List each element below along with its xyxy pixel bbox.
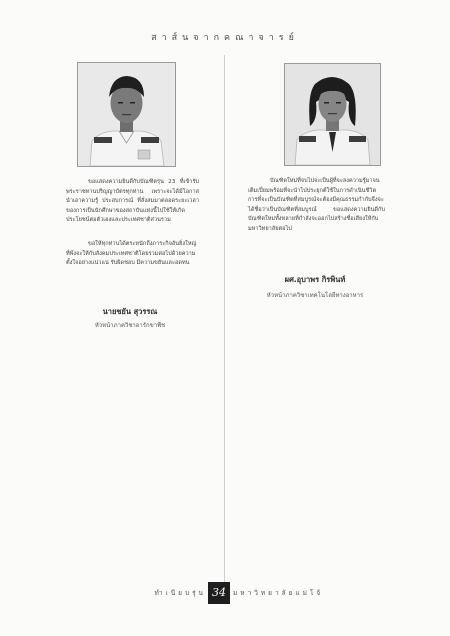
footer-university-label: มหาวิทยาลัยแม่โจ้ bbox=[233, 589, 324, 597]
portrait-illustration-left bbox=[78, 63, 175, 166]
signature-title-left: หัวหน้าภาควิชาอารักขาพืช bbox=[94, 322, 166, 329]
message-paragraph-left-1: ขอแสดงความยินดีกับบัณฑิตรุ่น 23 ที่เข้ารับพระราชทานปริญญาบัตรทุกท่าน เพราะจะได้มีโอกาสนำเอาความรู้ ประสบการณ์ ที่สั่งสมมาตลอดระยะเวลาของการเป็นนักศึกษาของสถาบันแห่งนี้ไปใช้ให้เกิดประโยชน์ต่อตัวเองและประเทศชาติส่วนรวม bbox=[66, 179, 199, 224]
page-title: สาส์นจากคณาจารย์ bbox=[151, 33, 299, 43]
portrait-illustration-right bbox=[285, 64, 380, 165]
column-divider bbox=[224, 55, 225, 585]
page-footer bbox=[0, 582, 450, 606]
portrait-photo-right bbox=[284, 63, 381, 166]
message-paragraph-left-2: ขอให้ทุกท่านได้ตระหนักถึงภาระกิจอันยิ่งใหญ่ที่พึงจะให้กับสังคมประเทศชาติโดยรวมต่อไปด้วยความตั้งใจอย่างแน่วแน่ รับผิดชอบ มีความขยันและอดทน bbox=[66, 241, 197, 267]
signature-name-left: นายชยัน สุวรรณ bbox=[102, 307, 158, 316]
signature-name-right: ผศ.อุบาพร กิรพินท์ bbox=[284, 275, 346, 284]
signature-title-right: หัวหน้าภาควิชาเทคโนโลยีทางอาหาร bbox=[266, 292, 364, 299]
message-paragraph-right-1: บัณฑิตใหม่ที่จบไปจะเป็นผู้ที่จะลงความรู้มาจนเต็มเปี่ยมพร้อมที่จะนำไปประยุกต์ใช้ในการดำเนินชีวิต การที่จะเป็นบัณฑิตที่สมบูรณ์จะต้องมีคุณธรรมกำกับจึงจะได้ชื่อว่าเป็นบัณฑิตที่สมบูรณ์ ขอแสดงความยินดีกับบัณฑิตใหม่ทั้งหลายที่กำลังจะออกไปสร้างชื่อเสียงให้กับมหาวิทยาลัยต่อไป bbox=[248, 178, 385, 232]
footer-yearbook-label: ทำเนียบรุ่น bbox=[154, 589, 206, 597]
page-number-badge: 34 bbox=[208, 582, 230, 604]
portrait-photo-left bbox=[77, 62, 176, 167]
